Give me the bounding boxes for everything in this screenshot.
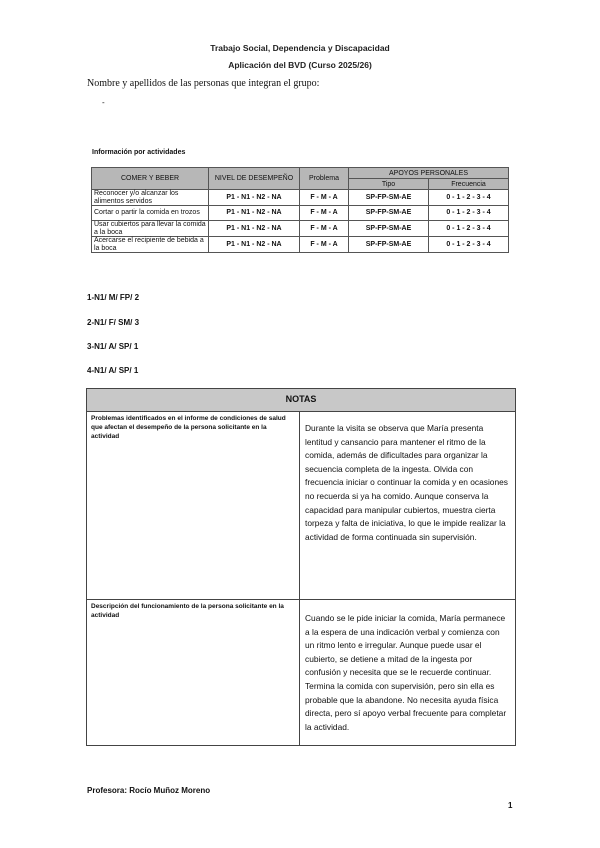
table-row — [92, 221, 509, 237]
activity-cell: Reconocer y/o alcanzar los alimentos servidos — [92, 190, 209, 206]
problem-cell: F - M - A — [300, 190, 349, 206]
table-row — [92, 237, 509, 253]
professor-name: Profesora: Rocío Muñoz Moreno — [87, 786, 211, 795]
table-row — [92, 206, 509, 221]
problem-cell: F - M - A — [300, 237, 349, 253]
activity-code-1: 1-N1/ M/ FP/ 2 — [87, 293, 140, 302]
document-subtitle: Aplicación del BVD (Curso 2025/26) — [228, 60, 372, 70]
notes-table — [86, 388, 516, 746]
document-title: Trabajo Social, Dependencia y Discapacidad — [210, 43, 390, 53]
activity-cell: Cortar o partir la comida en trozos — [92, 206, 209, 221]
header-frequency: Frecuencia — [429, 179, 509, 190]
header-type: Tipo — [349, 179, 429, 190]
level-cell: P1 - N1 - N2 - NA — [209, 206, 300, 221]
activity-cell: Usar cubiertos para llevar la comida a la boca — [92, 221, 209, 237]
header-activity: COMER Y BEBER — [92, 168, 209, 190]
problem-cell: F - M - A — [300, 221, 349, 237]
frequency-cell: 0 - 1 - 2 - 3 - 4 — [429, 190, 509, 206]
notes-label-functioning: Descripción del funcionamiento de la persona solicitante en la actividad — [91, 603, 284, 619]
type-cell: SP-FP-SM-AE — [349, 237, 429, 253]
activity-code-2: 2-N1/ F/ SM/ 3 — [87, 318, 140, 327]
activity-code-3: 3-N1/ A/ SP/ 1 — [87, 342, 139, 351]
problem-cell: F - M - A — [300, 206, 349, 221]
section-title: Información por actividades — [92, 149, 186, 156]
notes-title: NOTAS — [87, 389, 515, 412]
notes-divider-vertical — [299, 412, 300, 745]
frequency-cell: 0 - 1 - 2 - 3 - 4 — [429, 206, 509, 221]
level-cell: P1 - N1 - N2 - NA — [209, 190, 300, 206]
notes-label-problems: Problemas identificados en el informe de condiciones de salud que afectan el desempeño de la persona solicitante en la actividad — [91, 415, 286, 440]
type-cell: SP-FP-SM-AE — [349, 190, 429, 206]
frequency-cell: 0 - 1 - 2 - 3 - 4 — [429, 237, 509, 253]
group-member-bullet: - — [102, 98, 105, 107]
page-number: 1 — [508, 801, 513, 810]
header-supports: APOYOS PERSONALES — [349, 168, 509, 179]
header-level: NIVEL DE DESEMPEÑO — [209, 168, 300, 190]
activity-table — [91, 167, 509, 253]
level-cell: P1 - N1 - N2 - NA — [209, 237, 300, 253]
type-cell: SP-FP-SM-AE — [349, 206, 429, 221]
notes-divider-horizontal — [87, 599, 515, 600]
notes-text-problems: Durante la visita se observa que María presenta lentitud y cansancio para mantener el ritmo de la comida, además de dificultades para organizar la secuencia completa de la ingesta. Olvida con frecuencia iniciar o continuar la comida y en ocasiones no recuerda si ya ha comido. Aunque conserva la capacidad para manipular cubiertos, muestra cierta torpeza y falta de iniciativa, lo que le impide realizar la actividad de forma continuada sin supervisión. — [305, 423, 508, 542]
table-row — [92, 190, 509, 206]
activity-code-4: 4-N1/ A/ SP/ 1 — [87, 366, 139, 375]
type-cell: SP-FP-SM-AE — [349, 221, 429, 237]
level-cell: P1 - N1 - N2 - NA — [209, 221, 300, 237]
header-problem: Problema — [300, 168, 349, 190]
frequency-cell: 0 - 1 - 2 - 3 - 4 — [429, 221, 509, 237]
activity-cell: Acercarse el recipiente de bebida a la boca — [92, 237, 209, 253]
group-members-label: Nombre y apellidos de las personas que integran el grupo: — [87, 78, 320, 89]
notes-text-functioning: Cuando se le pide iniciar la comida, María permanece a la espera de una indicación verbal y comienza con un ritmo lento e irregular. Aunque puede usar el cubierto, se detiene a mitad de la ingesta por confusión y necesita que se le recuerde continuar. Termina la comida con supervisión, pero sin ella es probable que la abandone. No necesita ayuda física directa, pero sí apoyo verbal frecuente para completar la actividad. — [305, 613, 507, 732]
